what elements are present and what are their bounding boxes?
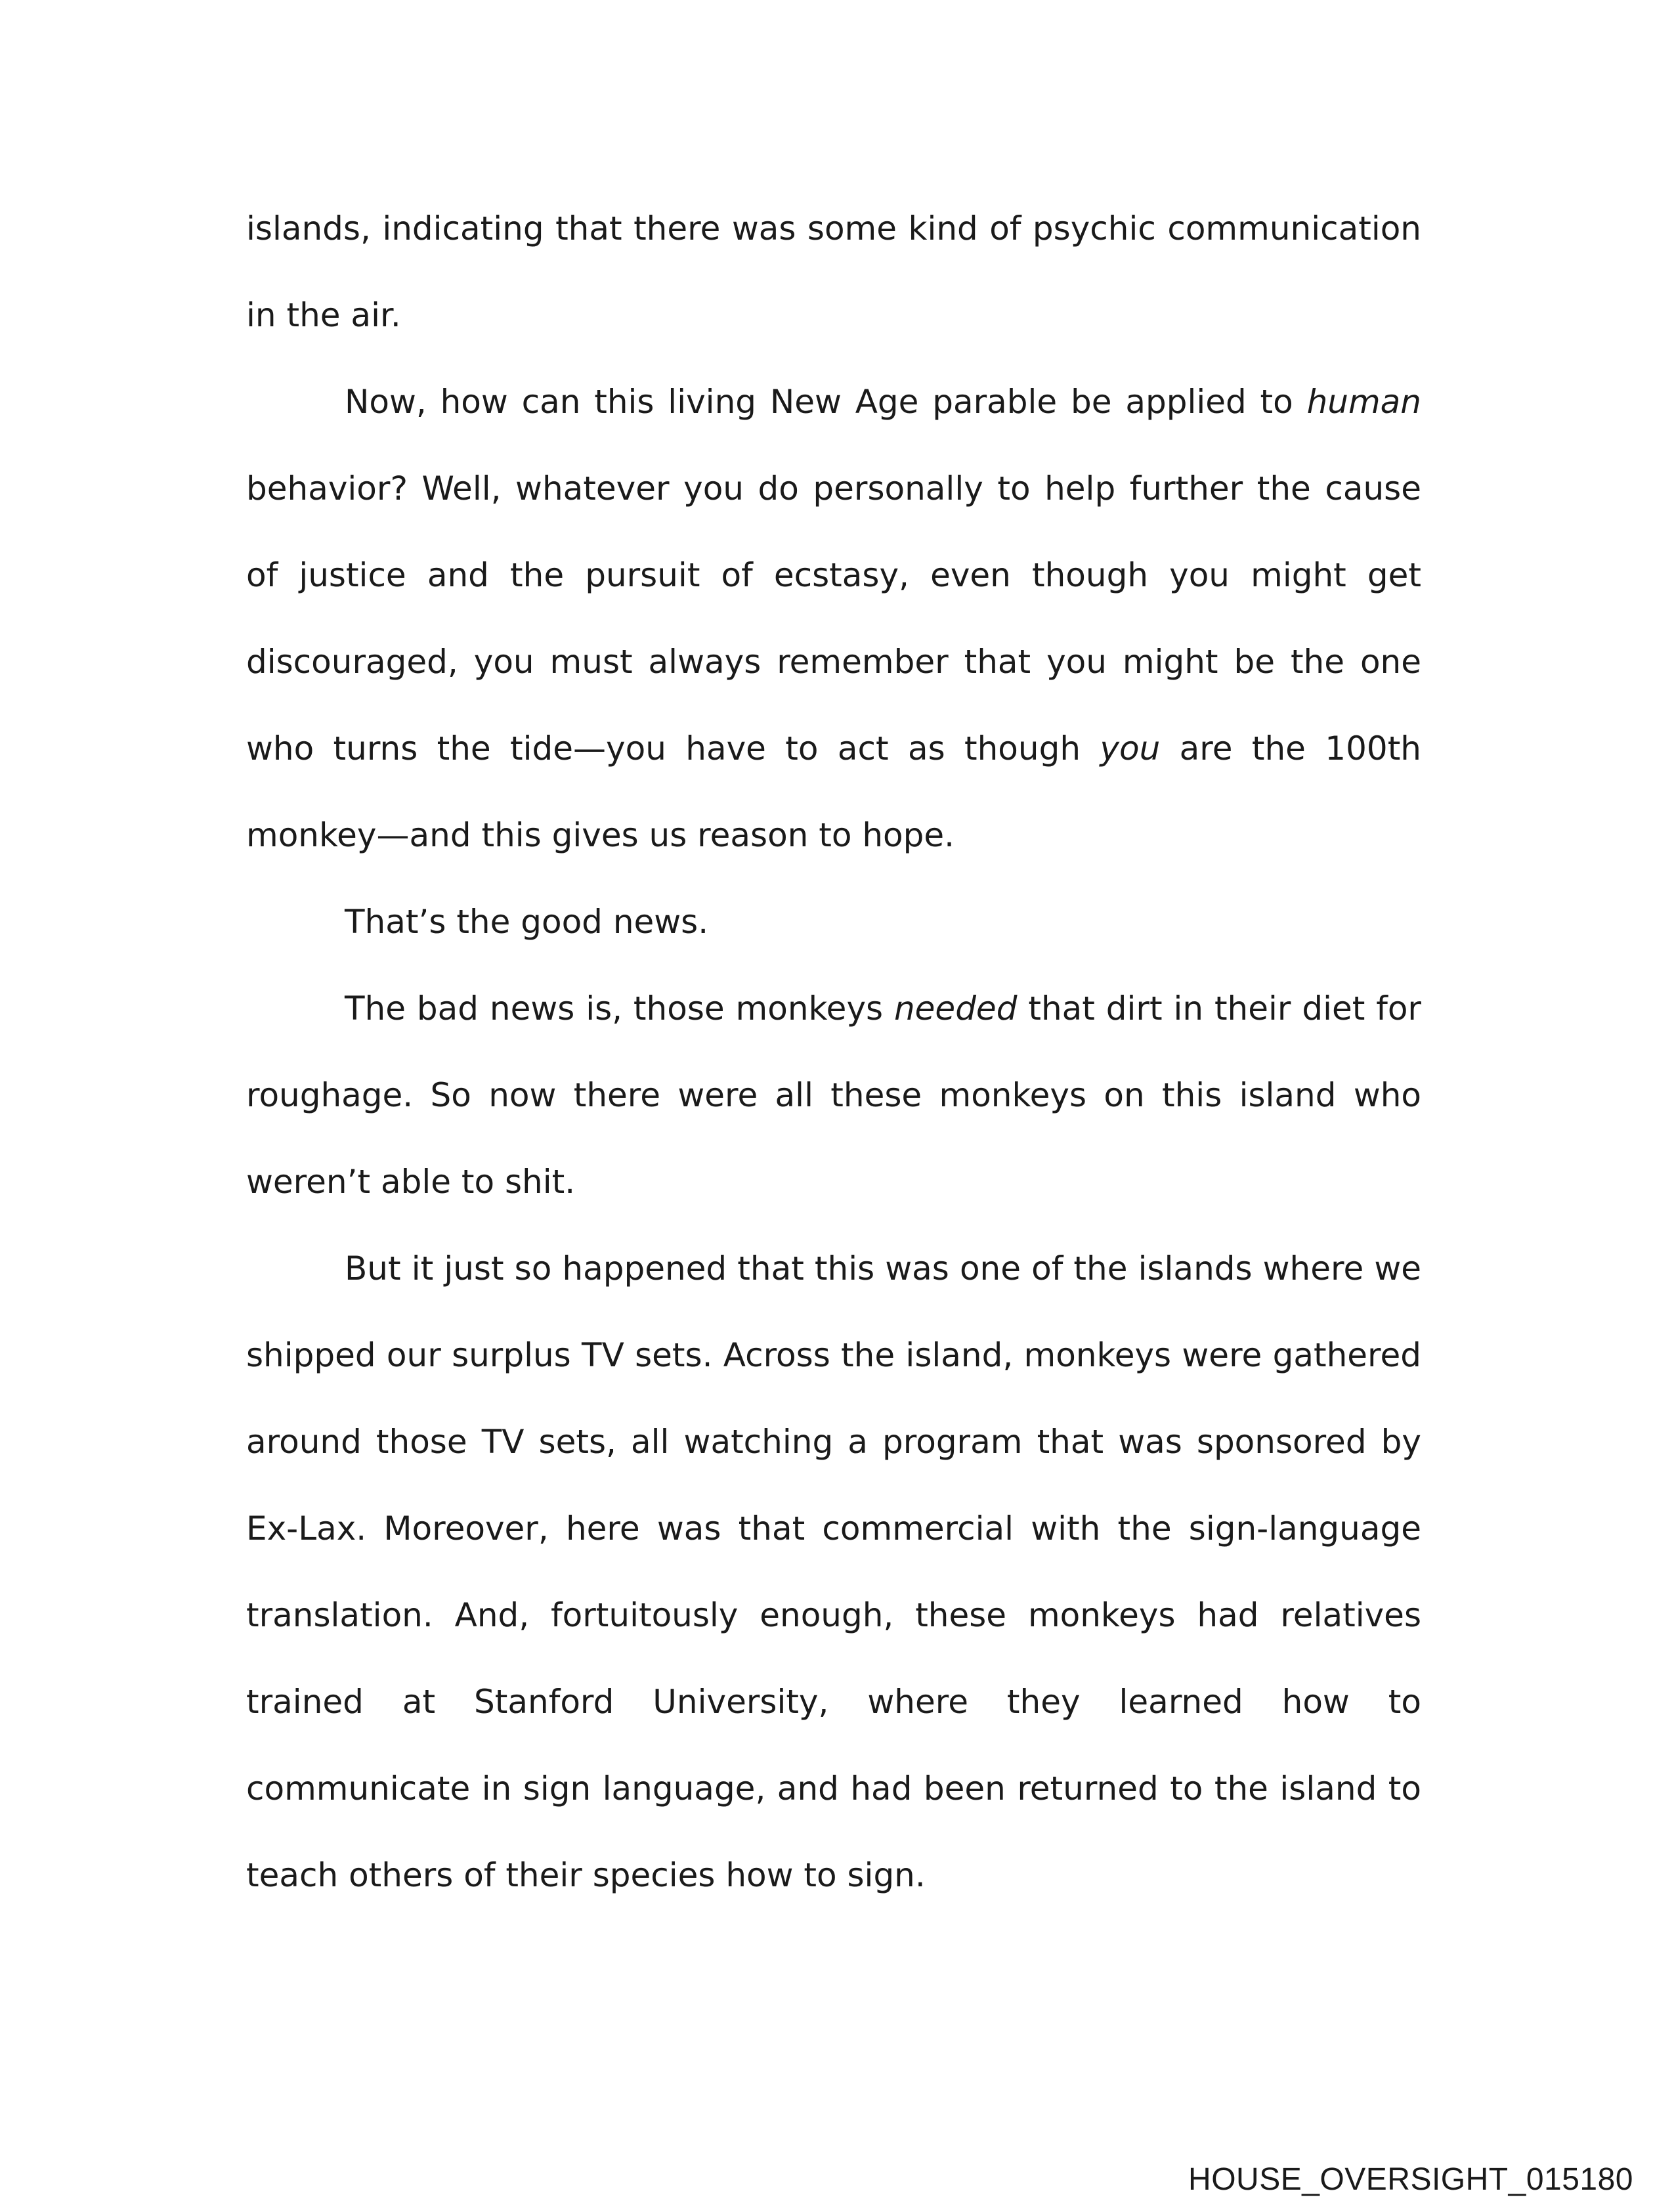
text-run: that dirt in their diet for roughage. So now there were all these monkeys on this island who weren’t able to shit.	[246, 989, 1421, 1201]
bates-number: HOUSE_OVERSIGHT_015180	[1188, 2162, 1633, 2197]
text-run: are the 100th monkey—and this gives us reason to hope.	[246, 729, 1422, 854]
italic-text-run: needed	[893, 989, 1018, 1028]
text-run: behavior? Well, whatever you do personally to help further the cause of justice and the pursuit of ecstasy, even though you might get discouraged, you must always remember that you might be the one who turns the tide—you have to act as though	[246, 469, 1421, 768]
italic-text-run: human	[1306, 383, 1421, 421]
paragraph-continuation	[246, 185, 1421, 358]
paragraph-good-news	[246, 878, 1421, 965]
text-run: islands, indicating that there was some kind of psychic communication in the air.	[246, 209, 1421, 334]
text-run: The bad news is, those monkeys	[345, 989, 894, 1028]
paragraph-parable	[246, 358, 1421, 878]
text-run: But it just so happened that this was one of the islands where we shipped our surplus TV sets. Across the island, monkeys were gathered around those TV sets, all watching a program that was sponsored by Ex-Lax. Moreover, here was that commercial with the sign-language translation. And, fortuitously enough, these monkeys had relatives trained at Stanford University, where they learned how to communicate in sign language, and had been returned to the island to teach others of their species how to sign.	[246, 1249, 1421, 1894]
document-body	[246, 185, 1421, 1919]
paragraph-bad-news	[246, 965, 1421, 1225]
paragraph-tv-sets	[246, 1225, 1421, 1919]
italic-text-run: you	[1100, 729, 1161, 768]
text-run: Now, how can this living New Age parable be applied to	[345, 383, 1307, 421]
text-run: That’s the good news.	[345, 903, 709, 941]
